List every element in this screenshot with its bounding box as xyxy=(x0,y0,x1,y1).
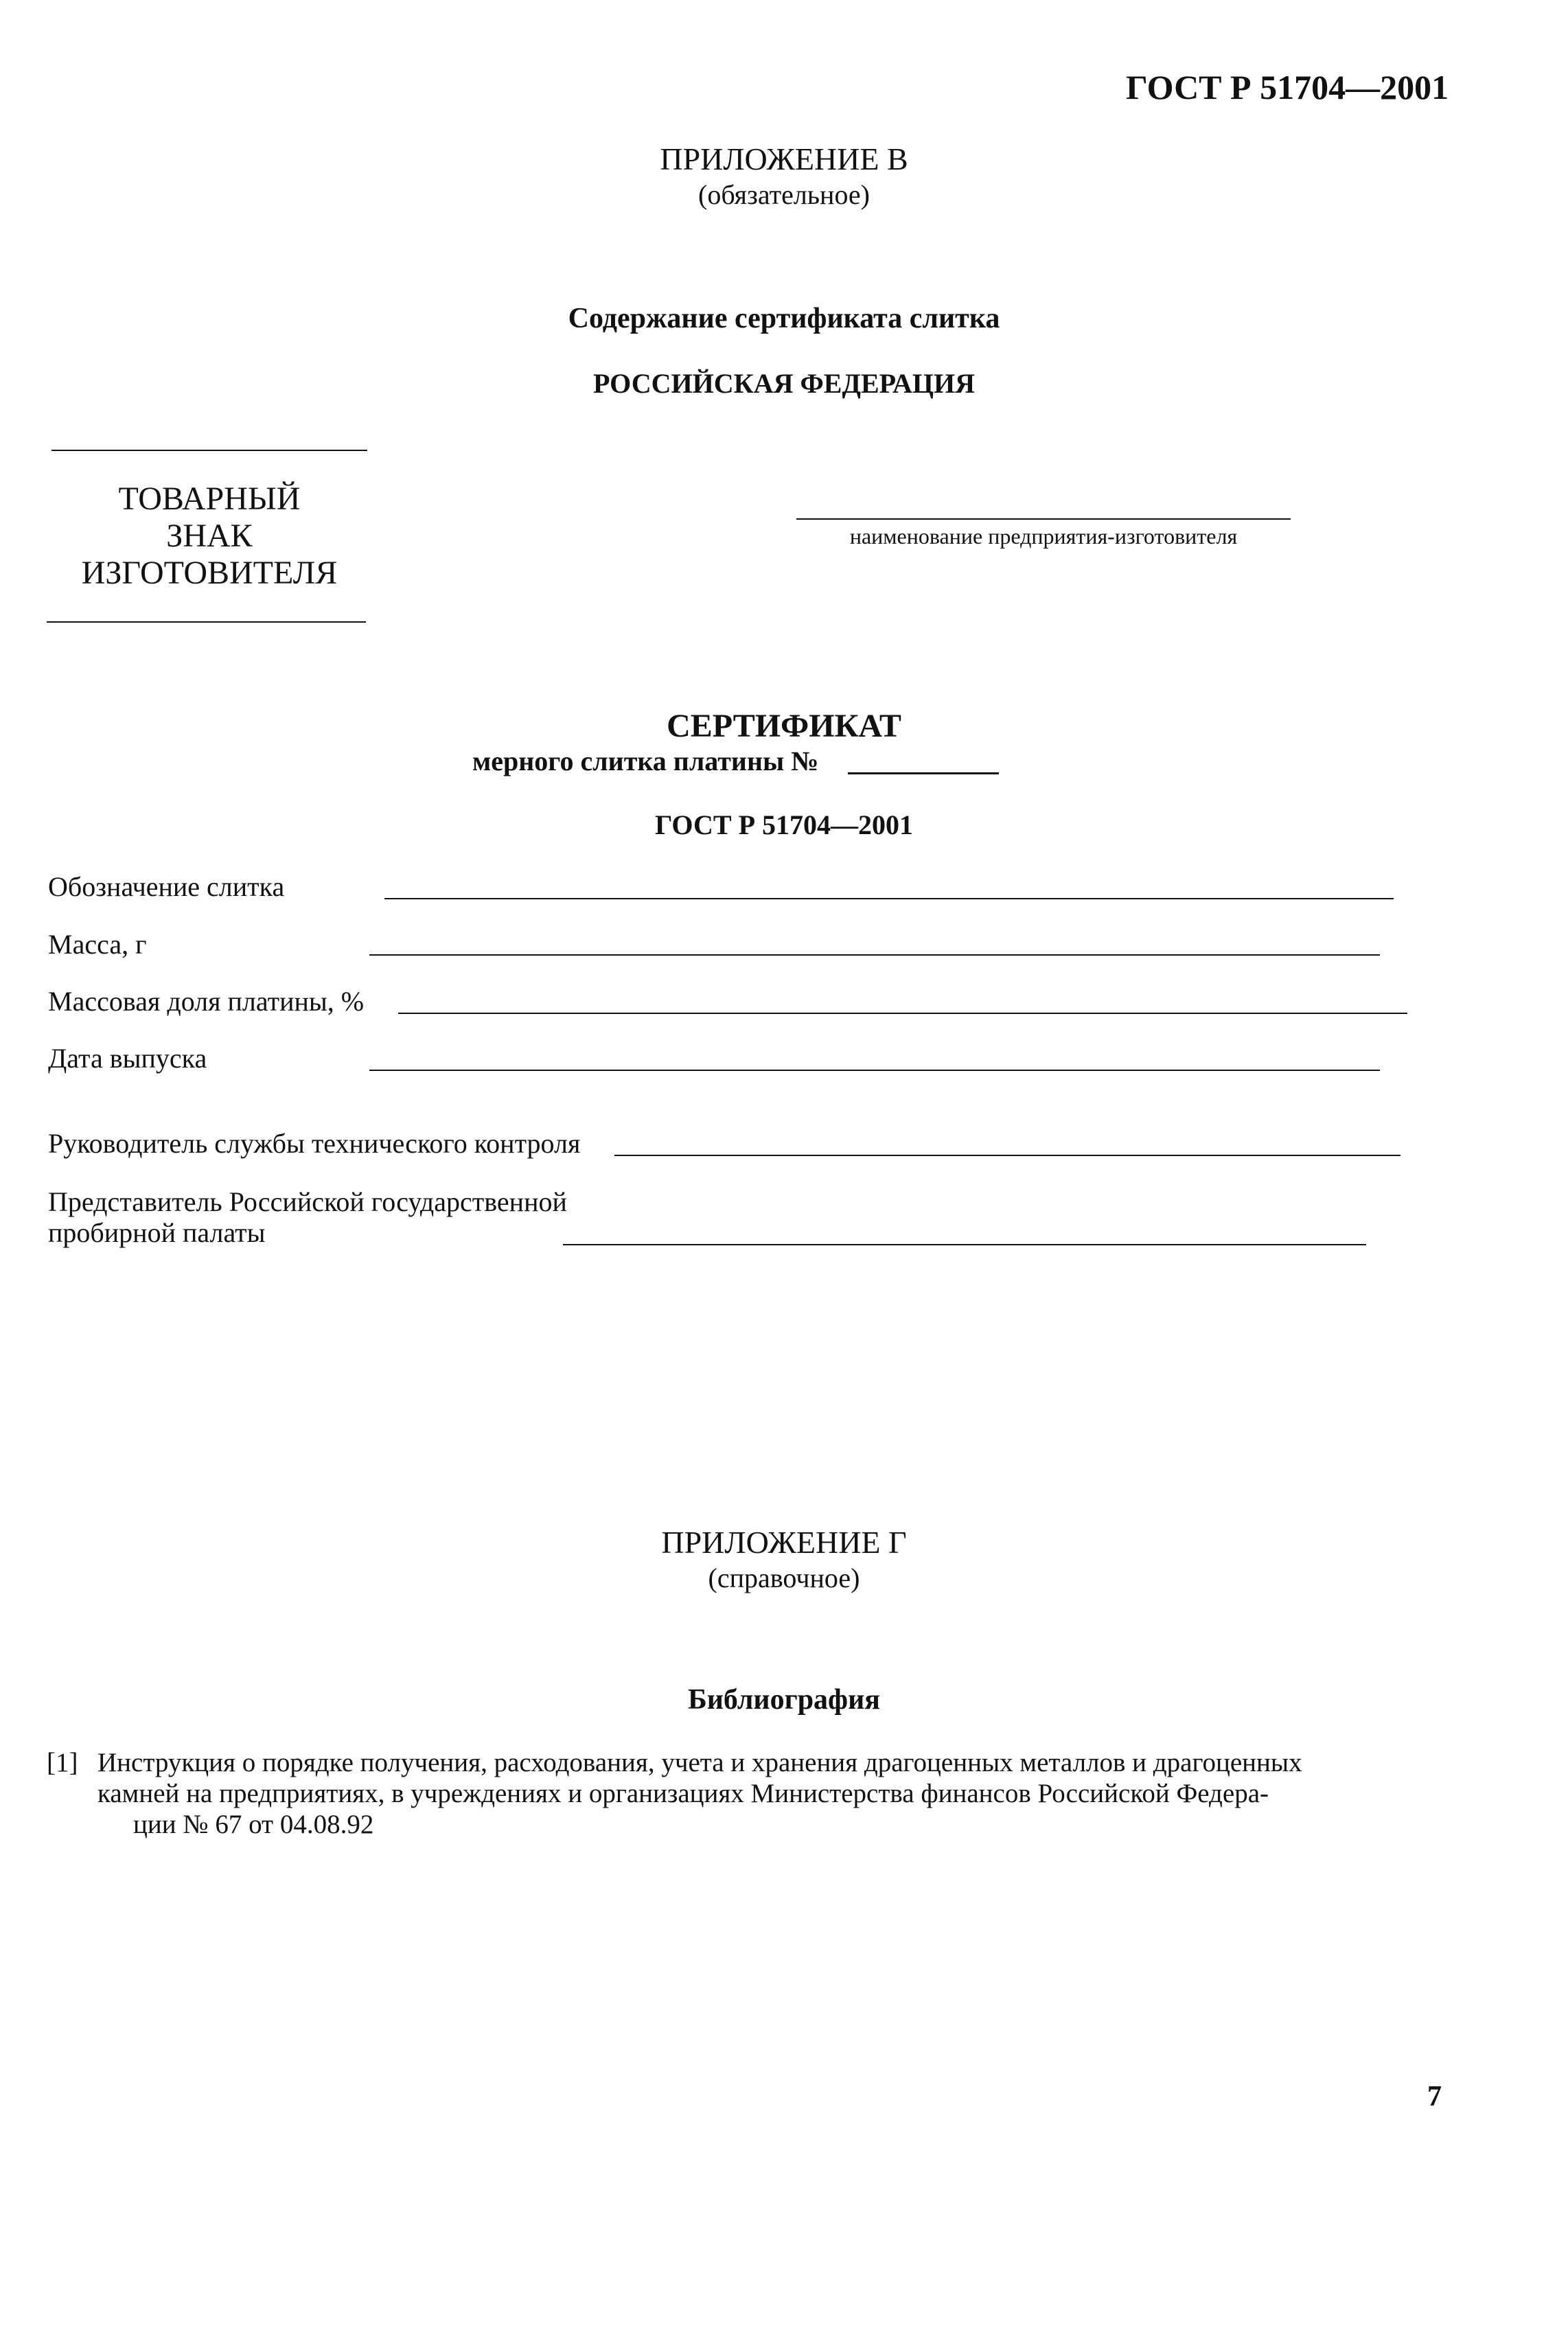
certificate-standard: ГОСТ Р 51704—2001 xyxy=(654,809,914,840)
designation-label: Обозначение слитка xyxy=(48,871,285,902)
certificate-number-line[interactable] xyxy=(848,772,999,774)
country-name: РОССИЙСКАЯ ФЕДЕРАЦИЯ xyxy=(592,368,975,399)
reference-line-1: Инструкция о порядке получения, расходования, учета и хранения драгоценных металлов и драгоценных xyxy=(97,1748,1302,1777)
manufacturer-caption: наименование предприятия-изготовителя xyxy=(849,524,1238,549)
appendix-v-title: ПРИЛОЖЕНИЕ В xyxy=(660,141,908,176)
assay-rep-label-line-2: пробирной палаты xyxy=(48,1217,266,1248)
trademark-bottom-rule xyxy=(47,621,366,623)
mass-line[interactable] xyxy=(369,954,1380,956)
assay-rep-line[interactable] xyxy=(563,1244,1366,1245)
platinum-fraction-label: Массовая доля платины, % xyxy=(48,986,365,1017)
tech-control-head-label: Руководитель службы технического контроля xyxy=(48,1128,581,1159)
platinum-fraction-line[interactable] xyxy=(398,1013,1407,1014)
trademark-line-2: ЗНАК xyxy=(166,518,253,554)
appendix-g-title: ПРИЛОЖЕНИЕ Г xyxy=(661,1525,907,1560)
trademark-line-3: ИЗГОТОВИТЕЛЯ xyxy=(81,555,338,591)
certificate-subtitle: мерного слитка платины № xyxy=(472,746,819,776)
bibliography-heading: Библиография xyxy=(687,1684,881,1716)
trademark-line-1: ТОВАРНЫЙ xyxy=(118,481,301,517)
appendix-v-status: (обязательное) xyxy=(698,179,870,210)
trademark-top-rule xyxy=(51,450,367,451)
tech-control-head-line[interactable] xyxy=(614,1155,1400,1156)
appendix-g-status: (справочное) xyxy=(708,1563,860,1593)
page-number: 7 xyxy=(1427,2081,1442,2112)
mass-label: Масса, г xyxy=(48,929,147,960)
reference-line-3: ции № 67 от 04.08.92 xyxy=(133,1810,374,1839)
reference-text xyxy=(97,1747,1302,1840)
issue-date-label: Дата выпуска xyxy=(48,1043,207,1074)
designation-line[interactable] xyxy=(384,898,1394,899)
certificate-title: СЕРТИФИКАТ xyxy=(667,708,901,744)
assay-rep-label-line-1: Представитель Российской государственной xyxy=(48,1186,567,1217)
reference-line-2: камней на предприятиях, в учреждениях и организациях Министерства финансов Российской Федера- xyxy=(97,1779,1269,1808)
reference-number: [1] xyxy=(47,1748,78,1777)
certificate-content-heading: Содержание сертификата слитка xyxy=(568,303,1000,334)
trademark-block xyxy=(41,481,378,592)
standard-code-header: ГОСТ Р 51704—2001 xyxy=(1126,68,1449,106)
manufacturer-name-line[interactable] xyxy=(796,518,1291,520)
issue-date-line[interactable] xyxy=(369,1070,1380,1071)
